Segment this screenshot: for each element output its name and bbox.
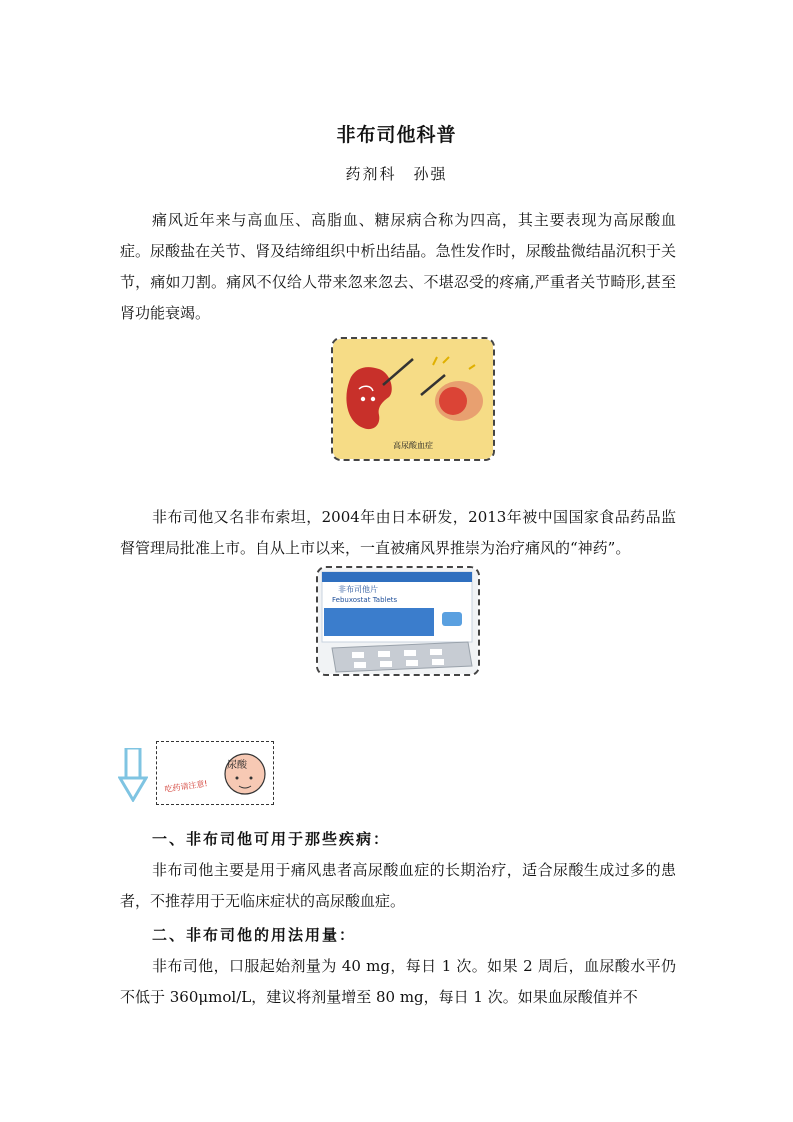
indication-paragraph: 非布司他主要是用于痛风患者高尿酸血症的长期治疗，适合尿酸生成过多的患者，不推荐用于无临床症状的高尿酸血症。: [120, 861, 676, 910]
badge-text: 吃药请注意!: [164, 779, 209, 794]
down-arrow-icon: [118, 748, 148, 802]
section-heading-1: 一、非布司他可用于那些疾病：: [152, 830, 391, 848]
drug-intro-paragraph: 非布司他又名非布索坦，2004年由日本研发，2013年被中国国家食品药品监督管理局批准上市。自从上市以来，一直被痛风界推崇为治疗痛风的“神药”。: [120, 508, 676, 557]
gout-caption: 高尿酸血症: [393, 441, 433, 450]
badge-bubble-text: 尿酸: [227, 760, 247, 771]
box-name-cn: 非布司他片: [338, 585, 378, 594]
caution-badge: [156, 741, 274, 805]
dosage-paragraph: 非布司他，口服起始剂量为 40 mg，每日 1 次。如果 2 周后，血尿酸水平仍不低于 360μmol/L，建议将剂量增至 80 mg，每日 1 次。如果血尿酸值并不: [120, 957, 676, 1006]
document-title: 非布司他科普: [336, 124, 457, 146]
section-heading-2: 二、非布司他的用法用量：: [152, 926, 357, 944]
document-author: 药剂科 孙强: [345, 165, 448, 183]
box-name-en: Febuxostat Tablets: [332, 596, 398, 604]
intro-paragraph: 痛风近年来与高血压、高脂血、糖尿病合称为四高，其主要表现为高尿酸血症。尿酸盐在关节、肾及结缔组织中析出结晶。急性发作时，尿酸盐微结晶沉积于关节，痛如刀割。痛风不仅给人带来忽来忽去、不堪忍受的疼痛,严重者关节畸形,甚至肾功能衰竭。: [120, 211, 676, 322]
gout-illustration: [331, 337, 495, 461]
drug-box-image: [316, 566, 480, 676]
